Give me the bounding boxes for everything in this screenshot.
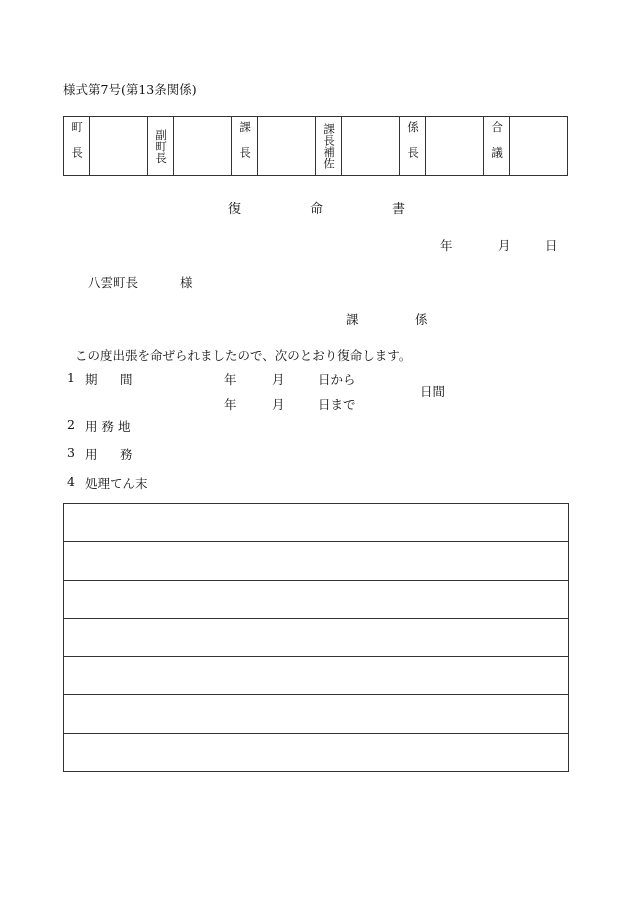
form-number: 様式第7号(第13条関係)	[63, 82, 197, 97]
item-2-number: 2	[67, 417, 75, 432]
period-days: 日間	[420, 384, 446, 399]
period-to-day: 日まで	[318, 397, 356, 412]
document-title-char-2: 命	[310, 202, 324, 217]
result-line[interactable]	[64, 734, 568, 772]
stamp-box-unit-chief	[426, 117, 484, 175]
stamp-label-unit-chief: 係長	[400, 117, 426, 175]
intro-text: この度出張を命ぜられましたので、次のとおり復命します。	[75, 348, 412, 363]
sender-staff: 係	[415, 312, 428, 327]
result-line[interactable]	[64, 581, 568, 619]
item-3-label-b: 務	[120, 447, 133, 462]
date-year: 年	[440, 238, 453, 253]
item-4-number: 4	[67, 474, 75, 489]
stamp-label-assistant-chief: 課長補佐	[316, 117, 342, 175]
result-line[interactable]	[64, 504, 568, 542]
stamp-box-deputy-mayor	[174, 117, 232, 175]
sender-section: 課	[346, 312, 359, 327]
period-to-month: 月	[272, 397, 285, 412]
stamp-label-deputy-mayor: 副町長	[148, 117, 174, 175]
date-day: 日	[545, 238, 558, 253]
stamp-box-assistant-chief	[342, 117, 400, 175]
stamp-label-section-chief: 課長	[232, 117, 258, 175]
item-4-label: 処理てん末	[85, 476, 148, 491]
period-from-year: 年	[224, 372, 237, 387]
period-from-day: 日から	[318, 372, 356, 387]
item-1-number: 1	[67, 370, 75, 385]
result-line[interactable]	[64, 619, 568, 657]
result-lines-table	[63, 503, 569, 772]
period-from-month: 月	[272, 372, 285, 387]
stamp-label-mayor: 町長	[64, 117, 90, 175]
item-2-label: 用 務 地	[85, 419, 131, 434]
addressee-name: 八雲町長	[88, 275, 139, 290]
period-to-year: 年	[224, 397, 237, 412]
date-month: 月	[498, 238, 511, 253]
approval-stamp-table	[63, 116, 568, 176]
stamp-box-section-chief	[258, 117, 316, 175]
item-1-label-b: 間	[120, 372, 133, 387]
item-3-label-a: 用	[85, 447, 98, 462]
item-3-number: 3	[67, 445, 75, 460]
addressee-honorific: 様	[180, 275, 193, 290]
item-1-label-a: 期	[85, 372, 98, 387]
document-title-char-1: 復	[228, 202, 242, 217]
stamp-box-mayor	[90, 117, 148, 175]
stamp-label-consultation: 合議	[484, 117, 510, 175]
stamp-box-consultation	[510, 117, 567, 175]
result-line[interactable]	[64, 542, 568, 580]
result-line[interactable]	[64, 657, 568, 695]
result-line[interactable]	[64, 695, 568, 733]
document-title-char-3: 書	[392, 202, 406, 217]
